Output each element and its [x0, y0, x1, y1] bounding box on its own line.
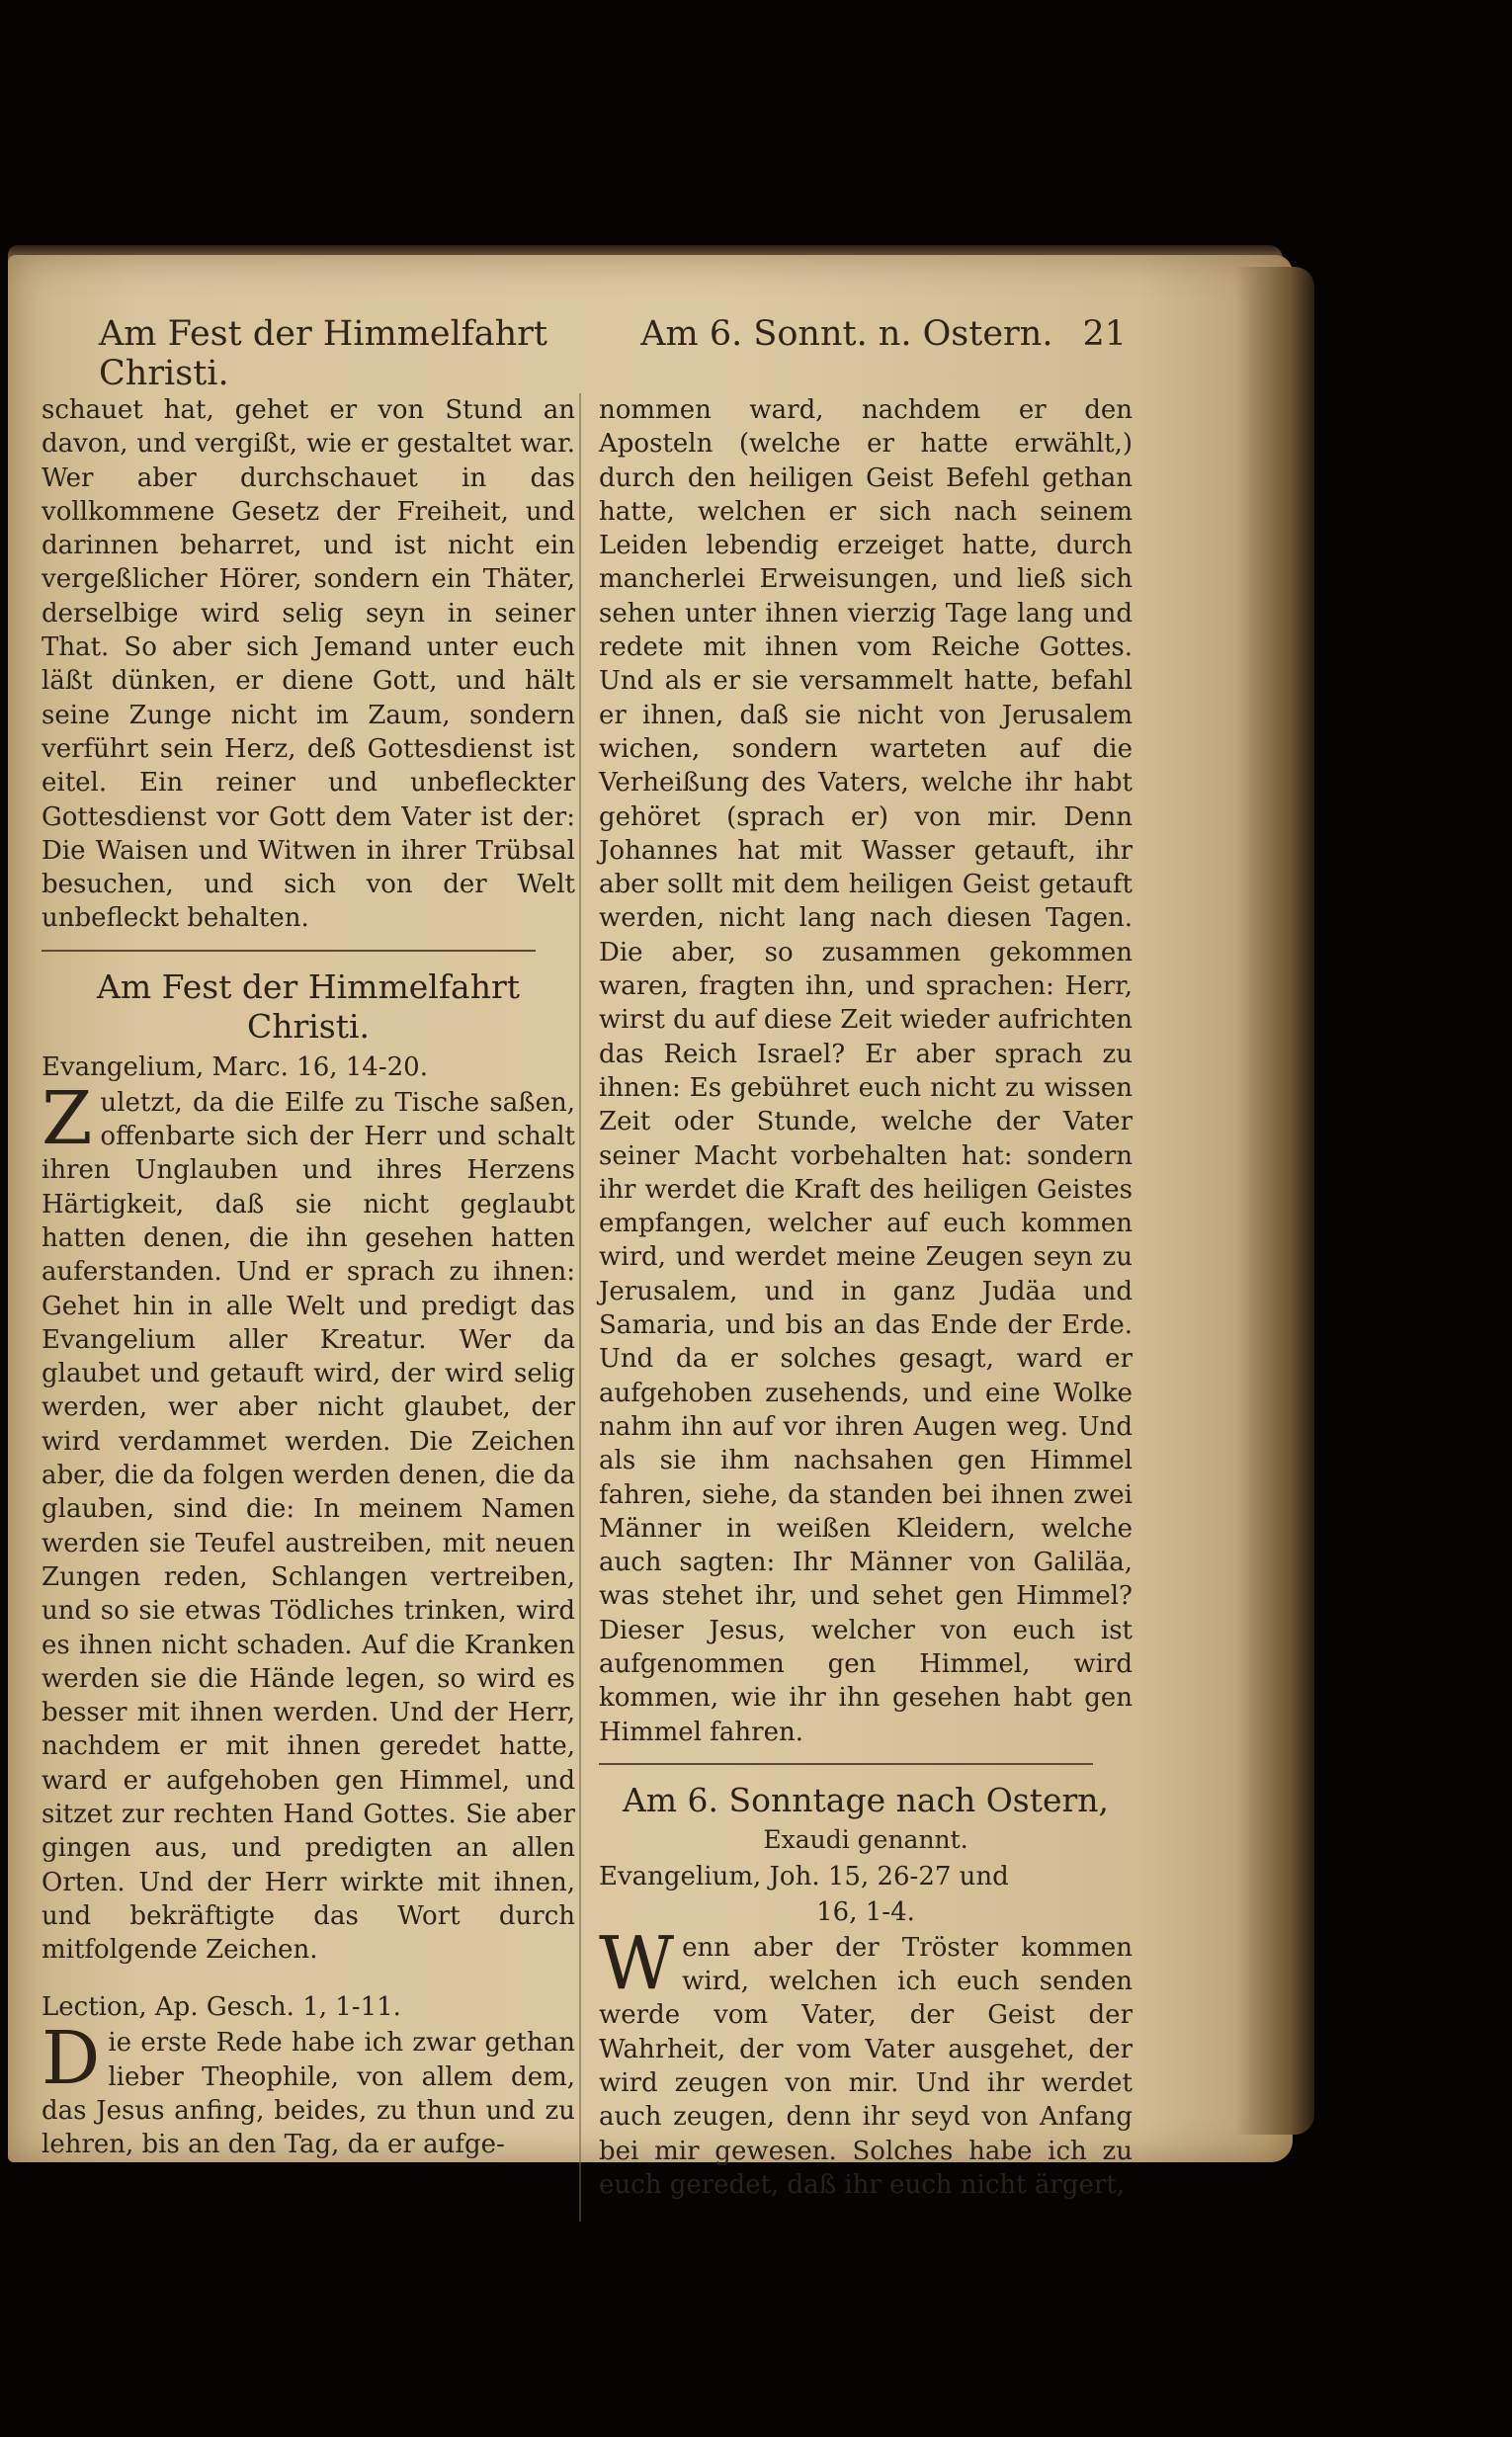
dropcap-z: Z	[42, 1075, 93, 1161]
header-right-title: Am 6. Sonnt. n. Ostern.	[640, 314, 1053, 354]
ascension-section-title: Am Fest der Himmelfahrt Christi.	[96, 966, 521, 1046]
section-rule	[42, 950, 536, 952]
section-rule-right	[599, 1763, 1093, 1765]
exaudi-section-subtitle: Exaudi genannt.	[763, 1824, 968, 1854]
lection-text	[42, 2016, 575, 2161]
running-header	[99, 314, 1127, 393]
page-number: 21	[1082, 314, 1127, 354]
column-divider	[579, 393, 581, 2222]
exaudi-section-title: Am 6. Sonntage nach Ostern,	[622, 1780, 1110, 1819]
exaudi-gospel-reference-line2: 16, 1-4.	[816, 1896, 915, 1927]
ascension-gospel-text	[42, 1075, 575, 1968]
exaudi-gospel-reference-line1: Evangelium, Joh. 15, 26-27 und	[599, 1861, 1009, 1891]
page-stack-edge	[1235, 267, 1314, 2135]
left-column	[42, 393, 575, 2162]
right-intro-text: nommen ward, nachdem er den Aposteln (welche er hatte erwählt,) durch den heiligen Geist Befehl gethan hatte, welchen er sich nach seinem Leiden lebendig erzeiget hatte, durch mancherlei Erweisungen, und ließ sich sehen unter ihnen vierzig Tage lang und redete mit ihnen vom Reiche Gottes. Und als er sie versammelt hatte, befahl er ihnen, daß sie nicht von Jerusalem wichen, sondern warteten auf die Verheißung des Vaters, welche ihr habt gehöret (sprach er) von mir. Denn Johannes hat mit Wasser getauft, ihr aber sollt mit dem heiligen Geist getauft werden, nicht lang nach diesen Tagen. Die aber, so zusammen gekommen waren, fragten ihn, und sprachen: Herr, wirst du auf diese Zeit wieder aufrichten das Reich Israel? Er aber sprach zu ihnen: Es gebühret euch nicht zu wissen Zeit oder Stunde, welche der Vater seiner Macht vorbehalten hat: sondern ihr werdet die Kraft des heiligen Geistes empfangen, welcher auf euch kommen wird, und werdet meine Zeugen seyn zu Jerusalem, und in ganz Judäa und Samaria, und bis an das Ende der Erde. Und da er solches gesagt, ward er aufgehoben zusehends, und eine Wolke nahm ihn auf vor ihren Augen weg. Und als sie ihm nachsahen gen Himmel fahren, siehe, da standen bei ihnen zwei Männer in weißen Kleidern, welche auch sagten: Ihr Männer von Galiläa, was stehet ihr, und sehet gen Himmel? Dieser Jesus, welcher von euch ist aufgenommen gen Himmel, wird kommen, wie ihr ihn gesehen habt gen Himmel fahren.	[599, 395, 1133, 1747]
ascension-gospel-reference: Evangelium, Marc. 16, 14-20.	[42, 1051, 428, 1082]
lection-reference: Lection, Ap. Gesch. 1, 1-11.	[42, 1992, 401, 2023]
left-intro-text: schauet hat, gehet er von Stund an davon, und vergißt, wie er gestaltet war. Wer aber durchschauet in das vollkommene Gesetz der Freiheit, und darinnen beharret, und ist nicht ein vergeßlicher Hörer, sondern ein Thäter, derselbige wird selig seyn in seiner That. So aber sich Jemand unter euch läßt dünken, er diene Gott, und hält seine Zunge nicht im Zaum, sondern verführt sein Herz, deß Gottesdienst ist eitel. Ein reiner und unbefleckter Gottesdienst vor Gott dem Vater ist der: Die Waisen und Witwen in ihrer Trübsal besuchen, und sich von der Welt unbefleckt behalten.	[42, 395, 575, 934]
dropcap-w: W	[599, 1920, 675, 2006]
exaudi-gospel-body: enn aber der Tröster kommen wird, welchen ich euch senden werde vom Vater, der Geist der Wahrheit, der vom Vater ausgehet, der wird zeugen von mir. Und ihr werdet auch zeugen, denn ihr seyd von Anfang bei mir gewesen. Solches habe ich zu euch geredet, daß ihr euch nicht ärgert,	[599, 1932, 1133, 2200]
header-left-title: Am Fest der Himmelfahrt Christi.	[99, 314, 547, 393]
ascension-gospel-body: uletzt, da die Eilfe zu Tische saßen, offenbarte sich der Herr und schalt ihren Unglauben und ihres Herzens Härtigkeit, daß sie nicht geglaubt hatten denen, die ihn gesehen hatten auferstanden. Und er sprach zu ihnen: Gehet hin in alle Welt und predigt das Evangelium aller Kreatur. Wer da glaubet und getauft wird, der wird selig werden, wer aber nicht glaubet, der wird verdammet werden. Die Zeichen aber, die da folgen werden denen, die da glauben, sind die: In meinem Namen werden sie Teufel austreiben, mit neuen Zungen reden, Schlangen vertreiben, und so sie etwas Tödliches trinken, wird es ihnen nicht schaden. Auf die Kranken werden sie die Hände legen, so wird es besser mit ihnen werden. Und der Herr, nachdem er mit ihnen geredet hatte, ward er aufgehoben gen Himmel, und sitzet zur rechten Hand Gottes. Sie aber gingen aus, und predigten an allen Orten. Und der Herr wirkte mit ihnen, und bekräftigte das Wort durch mitfolgende Zeichen.	[42, 1087, 575, 1966]
right-column	[599, 393, 1133, 2202]
dropcap-d: D	[42, 2016, 101, 2102]
exaudi-gospel-text	[599, 1920, 1133, 2202]
lection-body: ie erste Rede habe ich zwar gethan lieber Theophile, von allem dem, das Jesus anfing, beides, zu thun und zu lehren, bis an den Tag, da er aufge-	[42, 2028, 575, 2160]
